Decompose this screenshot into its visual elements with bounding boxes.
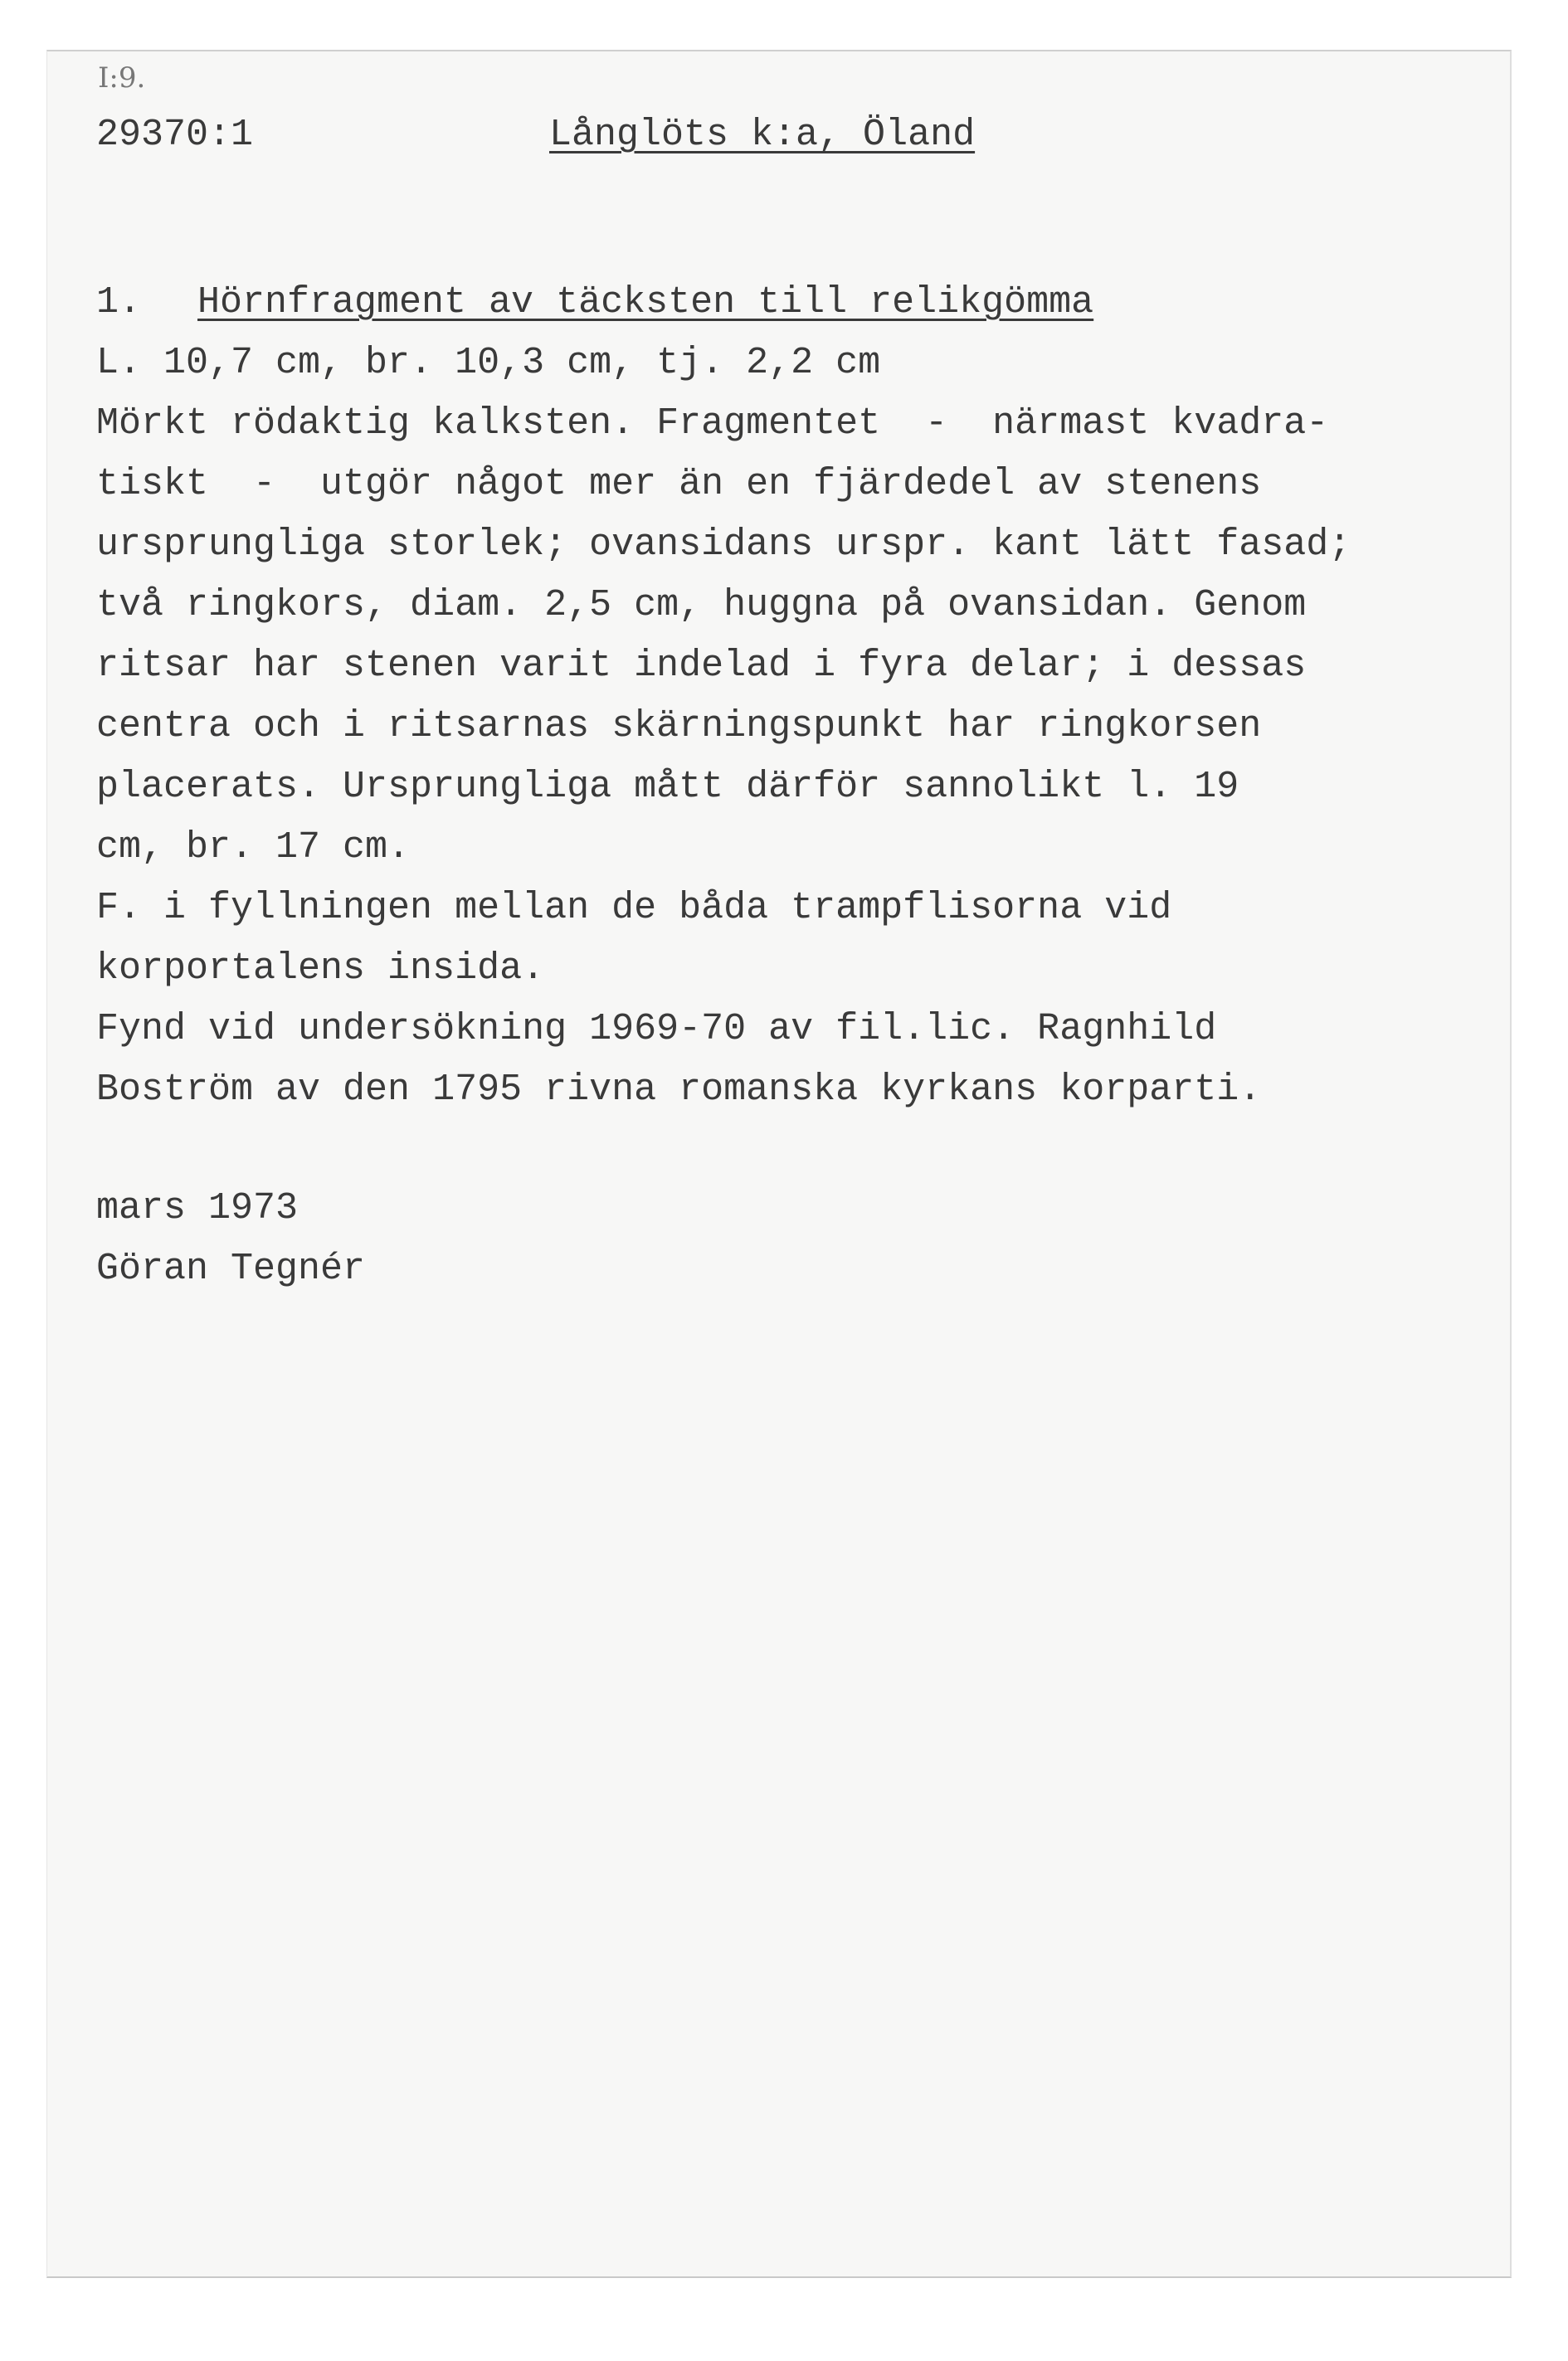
card-date: mars 1973 <box>96 1187 299 1229</box>
body-line: Mörkt rödaktig kalksten. Fragmentet - närmast kvadra- <box>96 402 1329 445</box>
catalog-number: 29370:1 <box>96 114 254 156</box>
body-line: cm, br. 17 cm. <box>96 826 411 869</box>
body-line: två ringkors, diam. 2,5 cm, huggna på ovansidan. Genom <box>96 584 1307 626</box>
body-line: placerats. Ursprungliga mått därför sannolikt l. 19 <box>96 766 1239 808</box>
handwritten-mark: I:9. <box>98 61 146 95</box>
item-title: Hörnfragment av täcksten till relikgömma <box>197 281 1094 324</box>
body-line: korportalens insida. <box>96 947 545 990</box>
body-line: tiskt - utgör något mer än en fjärdedel av stenens <box>96 463 1262 505</box>
body-line: centra och i ritsarnas skärningspunkt har ringkorsen <box>96 705 1262 747</box>
body-line: ritsar har stenen varit indelad i fyra delar; i dessas <box>96 645 1307 687</box>
item-number: 1. <box>96 281 142 324</box>
body-line: L. 10,7 cm, br. 10,3 cm, tj. 2,2 cm <box>96 342 881 384</box>
card-author: Göran Tegnér <box>96 1248 366 1290</box>
body-line: ursprungliga storlek; ovansidans urspr. kant lätt fasad; <box>96 523 1351 566</box>
location-heading: Långlöts k:a, Öland <box>549 114 976 156</box>
body-line: Boström av den 1795 rivna romanska kyrkans korparti. <box>96 1069 1262 1111</box>
body-line: F. i fyllningen mellan de båda trampflisorna vid <box>96 887 1172 929</box>
body-line: Fynd vid undersökning 1969-70 av fil.lic. Ragnhild <box>96 1008 1217 1050</box>
